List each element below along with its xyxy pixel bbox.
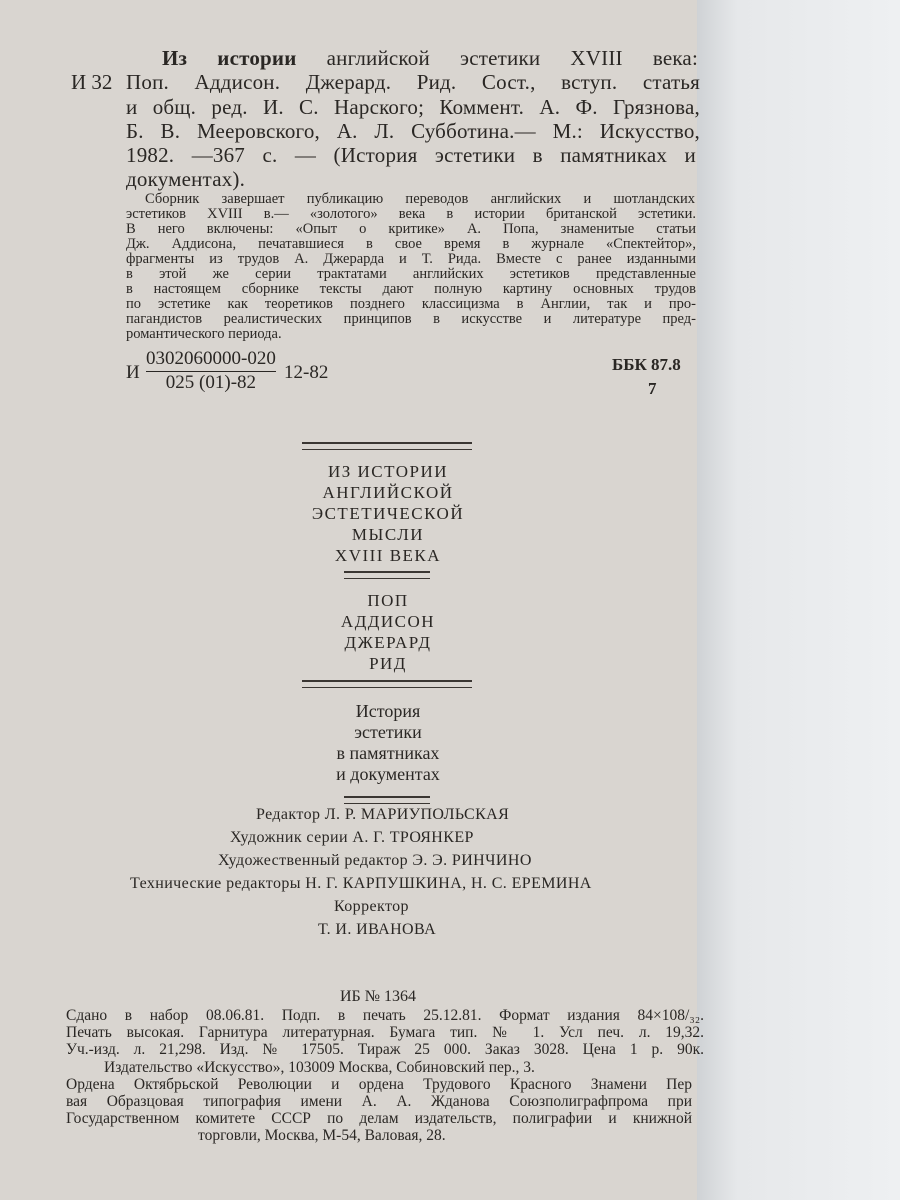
bib-line-4: Б. В. Мееровского, А. Л. Субботина.— М.: Искусство, xyxy=(126,119,700,143)
bib-line-2: Поп. Аддисон. Джерард. Рид. Сост., вступ. статья xyxy=(126,70,700,94)
bib-line-3: и общ. ред. И. С. Нарского; Коммент. А. Ф. Грязнова, xyxy=(126,95,700,119)
author-line: РИД xyxy=(369,654,407,673)
art-editor-credit: Художественный редактор Э. Э. РИНЧИНО xyxy=(218,852,532,869)
proofreader-label: Корректор xyxy=(334,898,409,915)
author-line: ДЖЕРАРД xyxy=(344,633,432,652)
bib-title-bold: Из истории xyxy=(162,46,297,70)
abstract-line-5: фрагменты из трудов А. Джерарда и Т. Рида. Вместе с ранее изданными xyxy=(126,251,696,267)
title-block xyxy=(250,461,526,566)
abstract-line-10: романтического периода. xyxy=(126,326,282,342)
abstract-line-6: в этой же серии трактатами английских эстетиков представленные xyxy=(126,266,696,282)
ornament-rule xyxy=(344,571,430,579)
series-artist-credit: Художник серии А. Г. ТРОЯНКЕР xyxy=(230,829,474,846)
bbk-subcode: 7 xyxy=(648,379,657,398)
background-surface xyxy=(697,0,900,1200)
classification-prefix: И xyxy=(126,362,140,383)
abstract-line-9: пагандистов реалистических принципов в искусстве и литературе пред- xyxy=(126,311,696,327)
classification-suffix: 12-82 xyxy=(284,362,329,383)
series-line: История xyxy=(355,701,421,721)
ornament-rule xyxy=(302,442,472,450)
abstract-line-7: в настоящем сборнике тексты дают полную картину основных трудов xyxy=(126,281,696,297)
authors-block xyxy=(250,590,526,674)
editor-credit: Редактор Л. Р. МАРИУПОЛЬСКАЯ xyxy=(256,806,510,823)
imprint-line-5: Ордена Октябрьской Революции и ордена Трудового Красного Знамени Пер xyxy=(66,1076,692,1093)
tech-editors-credit: Технические редакторы Н. Г. КАРПУШКИНА, Н. С. ЕРЕМИНА xyxy=(130,875,592,892)
imprint-line-2: Печать высокая. Гарнитура литературная. Бумага тип. № 1. Усл печ. л. 19,32. xyxy=(66,1024,704,1041)
classification-fraction xyxy=(146,348,276,394)
classification-denominator: 025 (01)-82 xyxy=(165,372,257,393)
title-line: ЭСТЕТИЧЕСКОЙ xyxy=(311,504,465,523)
imprint-line-4: Издательство «Искусство», 103009 Москва, Собиновский пер., 3. xyxy=(104,1059,535,1076)
bib-line-6: документах). xyxy=(126,167,246,191)
ornament-rule xyxy=(344,796,430,804)
title-line: XVIII ВЕКА xyxy=(334,546,442,565)
abstract-line-3: В него включены: «Опыт о критике» А. Попа, знаменитые статьи xyxy=(126,221,696,237)
series-line: и документах xyxy=(336,764,440,784)
series-block xyxy=(250,701,526,785)
proofreader-name: Т. И. ИВАНОВА xyxy=(318,921,437,938)
series-line: в памятниках xyxy=(336,743,440,763)
abstract-line-4: Дж. Аддисона, печатавшиеся в свое время в журнале «Спектейтор», xyxy=(126,236,696,252)
abstract-line-8: по эстетике как теоретиков позднего классицизма в Англии, так и про- xyxy=(126,296,696,312)
bib-line-5: 1982. —367 с. — (История эстетики в памятниках и xyxy=(126,143,696,167)
imprint-line-1: Сдано в набор 08.06.81. Подп. в печать 25.12.81. Формат издания 84×108/₃₂. xyxy=(66,1007,704,1024)
imprint-line-8: торговли, Москва, М-54, Валовая, 28. xyxy=(198,1127,446,1144)
classification-numerator: 0302060000-020 xyxy=(146,348,276,372)
imprint-line-6: вая Образцовая типография имени А. А. Жданова Союзполиграфпрома при xyxy=(66,1093,692,1110)
title-line: АНГЛИЙСКОЙ xyxy=(322,483,454,502)
series-line: эстетики xyxy=(354,722,422,742)
imprint-line-7: Государственном комитете СССР по делам издательств, полиграфии и книжной xyxy=(66,1110,692,1127)
author-line: ПОП xyxy=(367,591,409,610)
bbk-code: ББК 87.8 xyxy=(612,355,681,374)
author-line: АДДИСОН xyxy=(340,612,436,631)
bib-line-1 xyxy=(162,46,698,70)
catalog-code: И 32 xyxy=(71,70,113,94)
ornament-rule xyxy=(302,680,472,688)
bib-title-rest: английской эстетики XVIII века: xyxy=(326,46,698,70)
abstract-line-1: Сборник завершает публикацию переводов английских и шотландских xyxy=(145,191,695,207)
title-line: МЫСЛИ xyxy=(351,525,425,544)
title-line: ИЗ ИСТОРИИ xyxy=(327,462,449,481)
imprint-line-3: Уч.-изд. л. 21,298. Изд. № 17505. Тираж 25 000. Заказ 3028. Цена 1 р. 90к. xyxy=(66,1041,704,1058)
abstract-line-2: эстетиков XVIII в.— «золотого» века в истории британской эстетики. xyxy=(126,206,696,222)
ib-number: ИБ № 1364 xyxy=(340,988,417,1005)
